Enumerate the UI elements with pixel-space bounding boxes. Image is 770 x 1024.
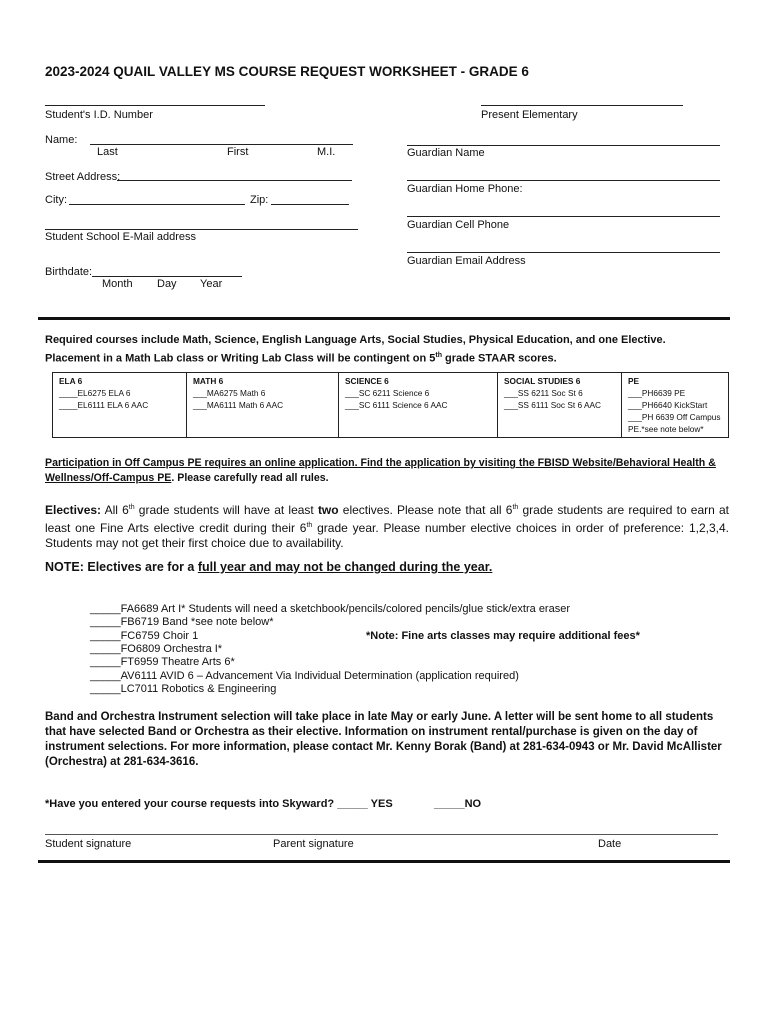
- electives-text: grade year. Please number elective choices in order of preference: 1,2,3,4. Students may not get their first choice due to availability.: [45, 521, 730, 550]
- guardian-email-line[interactable]: [407, 252, 720, 253]
- student-signature-label: Student signature: [45, 838, 132, 850]
- guardian-name-label: Guardian Name: [407, 147, 485, 159]
- course-cell-pe: [622, 373, 729, 438]
- name-label: Name:: [45, 134, 78, 146]
- course-option[interactable]: ___MA6275 Math 6: [193, 388, 266, 398]
- course-cell-ela: [53, 373, 187, 438]
- note-underlined: full year and may not be changed during the year.: [197, 560, 493, 574]
- year-label: Year: [200, 278, 223, 290]
- electives-sup: th: [512, 504, 519, 511]
- guardian-home-phone-line[interactable]: [407, 180, 720, 181]
- pe-note: [45, 456, 730, 486]
- course-option-note: PE.*see note below*: [628, 424, 704, 434]
- band-orchestra-paragraph: Band and Orchestra Instrument selection will take place in late May or early June. A letter will be sent home to all students that have selected Band or Orchestra as their elective. Information on instrument rental/purchase is given on the day of instrument selections. For more information, please contact Mr. Kenny Borak (Band) at 281-634-0943 or Mr. David McAllister (Orchestra) at 281-634-3616.: [45, 711, 722, 768]
- course-option[interactable]: ___PH6639 PE: [628, 388, 686, 398]
- electives-note: [45, 560, 492, 574]
- course-head-pe: PE: [628, 376, 640, 386]
- required-line-2-pre: Placement in a Math Lab class or Writing Lab Class will be contingent on 5: [45, 352, 436, 365]
- course-table-row: [53, 373, 729, 438]
- name-line[interactable]: [90, 144, 353, 145]
- pe-note-link[interactable]: Participation in Off Campus PE requires an online application. Find the application by visiting the FBISD Website/Behavioral Health & Wellness/Off-Campus PE: [45, 457, 716, 484]
- signature-line[interactable]: [45, 834, 718, 835]
- zip-label: Zip:: [250, 194, 269, 206]
- electives-sup: th: [306, 522, 313, 529]
- electives-text: All 6: [101, 503, 129, 517]
- section-divider-bottom: [38, 860, 730, 863]
- elective-option[interactable]: _____FB6719 Band *see note below*: [90, 616, 274, 628]
- elective-option[interactable]: _____FC6759 Choir 1: [90, 630, 199, 642]
- electives-paragraph: [45, 500, 729, 551]
- course-head-science: SCIENCE 6: [345, 376, 389, 386]
- mi-label: M.I.: [317, 146, 336, 158]
- course-head-ela: ELA 6: [59, 376, 83, 386]
- email-line[interactable]: [45, 229, 358, 230]
- guardian-cell-line[interactable]: [407, 216, 720, 217]
- student-id-label: Student's I.D. Number: [45, 109, 153, 121]
- street-label: Street Address:: [45, 171, 121, 183]
- skyward-question[interactable]: *Have you entered your course requests into Skyward? _____ YES: [45, 798, 393, 810]
- electives-sup: th: [128, 504, 135, 511]
- zip-line[interactable]: [271, 204, 349, 205]
- course-option[interactable]: ___PH 6639 Off Campus: [628, 412, 721, 422]
- birthdate-label: Birthdate:: [45, 266, 93, 278]
- birthdate-line[interactable]: [92, 276, 242, 277]
- elective-option[interactable]: _____FA6689 Art I* Students will need a sketchbook/pencils/colored pencils/glue stick/extra eraser: [90, 603, 570, 615]
- course-head-math: MATH 6: [193, 376, 224, 386]
- elective-option[interactable]: _____FT6959 Theatre Arts 6*: [90, 656, 235, 668]
- course-option[interactable]: ___SS 6111 Soc St 6 AAC: [504, 400, 602, 410]
- pe-note-rest: . Please carefully read all rules.: [171, 472, 329, 484]
- required-courses-text: [45, 333, 727, 367]
- electives-text: electives. Please note that all 6: [338, 503, 513, 517]
- course-option[interactable]: ___SC 6211 Science 6: [345, 388, 430, 398]
- guardian-email-label: Guardian Email Address: [407, 255, 526, 267]
- required-line-1: Required courses include Math, Science, English Language Arts, Social Studies, Physical Education, and one Elective.: [45, 334, 666, 346]
- month-label: Month: [102, 278, 133, 290]
- required-sup: th: [435, 352, 442, 359]
- parent-signature-label: Parent signature: [273, 838, 354, 850]
- course-cell-math: [187, 373, 339, 438]
- guardian-cell-label: Guardian Cell Phone: [407, 219, 510, 231]
- required-line-2: [45, 348, 727, 367]
- course-option[interactable]: ___SC 6111 Science 6 AAC: [345, 400, 448, 410]
- course-option[interactable]: ____EL6275 ELA 6: [59, 388, 131, 398]
- required-line-2-post: grade STAAR scores.: [441, 352, 557, 365]
- email-label: Student School E-Mail address: [45, 231, 197, 243]
- date-label: Date: [598, 838, 622, 850]
- elective-option[interactable]: _____FO6809 Orchestra I*: [90, 643, 223, 655]
- course-option[interactable]: ____EL6111 ELA 6 AAC: [59, 400, 149, 410]
- course-option[interactable]: ___MA6111 Math 6 AAC: [193, 400, 284, 410]
- electives-two: two: [317, 503, 339, 517]
- present-elementary-line[interactable]: [481, 105, 683, 106]
- elective-option[interactable]: _____LC7011 Robotics & Engineering: [90, 683, 277, 695]
- section-divider-top: [38, 317, 730, 320]
- course-table: [52, 372, 729, 438]
- present-elementary-label: Present Elementary: [481, 109, 578, 121]
- electives-text: grade students are required to earn at least one Fine Arts elective credit during their 6: [45, 503, 729, 535]
- fine-arts-note: *Note: Fine arts classes may require additional fees*: [366, 630, 640, 642]
- course-option[interactable]: ___PH6640 KickStart: [628, 400, 708, 410]
- electives-label: Electives:: [45, 503, 102, 517]
- city-line[interactable]: [69, 204, 245, 205]
- course-head-social-studies: SOCIAL STUDIES 6: [504, 376, 581, 386]
- course-cell-social-studies: [498, 373, 622, 438]
- student-id-line[interactable]: [45, 105, 265, 106]
- first-label: First: [227, 146, 249, 158]
- page-title: 2023-2024 QUAIL VALLEY MS COURSE REQUEST WORKSHEET - GRADE 6: [45, 64, 529, 79]
- course-option[interactable]: ___SS 6211 Soc St 6: [504, 388, 583, 398]
- last-label: Last: [97, 146, 118, 158]
- skyward-no[interactable]: _____NO: [434, 798, 482, 810]
- day-label: Day: [157, 278, 177, 290]
- elective-option[interactable]: _____AV6111 AVID 6 – Advancement Via Individual Determination (application required): [90, 670, 519, 682]
- electives-text: grade students will have at least: [134, 503, 318, 517]
- guardian-name-line[interactable]: [407, 145, 720, 146]
- course-cell-science: [339, 373, 498, 438]
- guardian-home-phone-label: Guardian Home Phone:: [407, 183, 523, 195]
- street-line[interactable]: [117, 180, 352, 181]
- city-label: City:: [45, 194, 67, 206]
- note-pre: NOTE: Electives are for a: [45, 560, 198, 574]
